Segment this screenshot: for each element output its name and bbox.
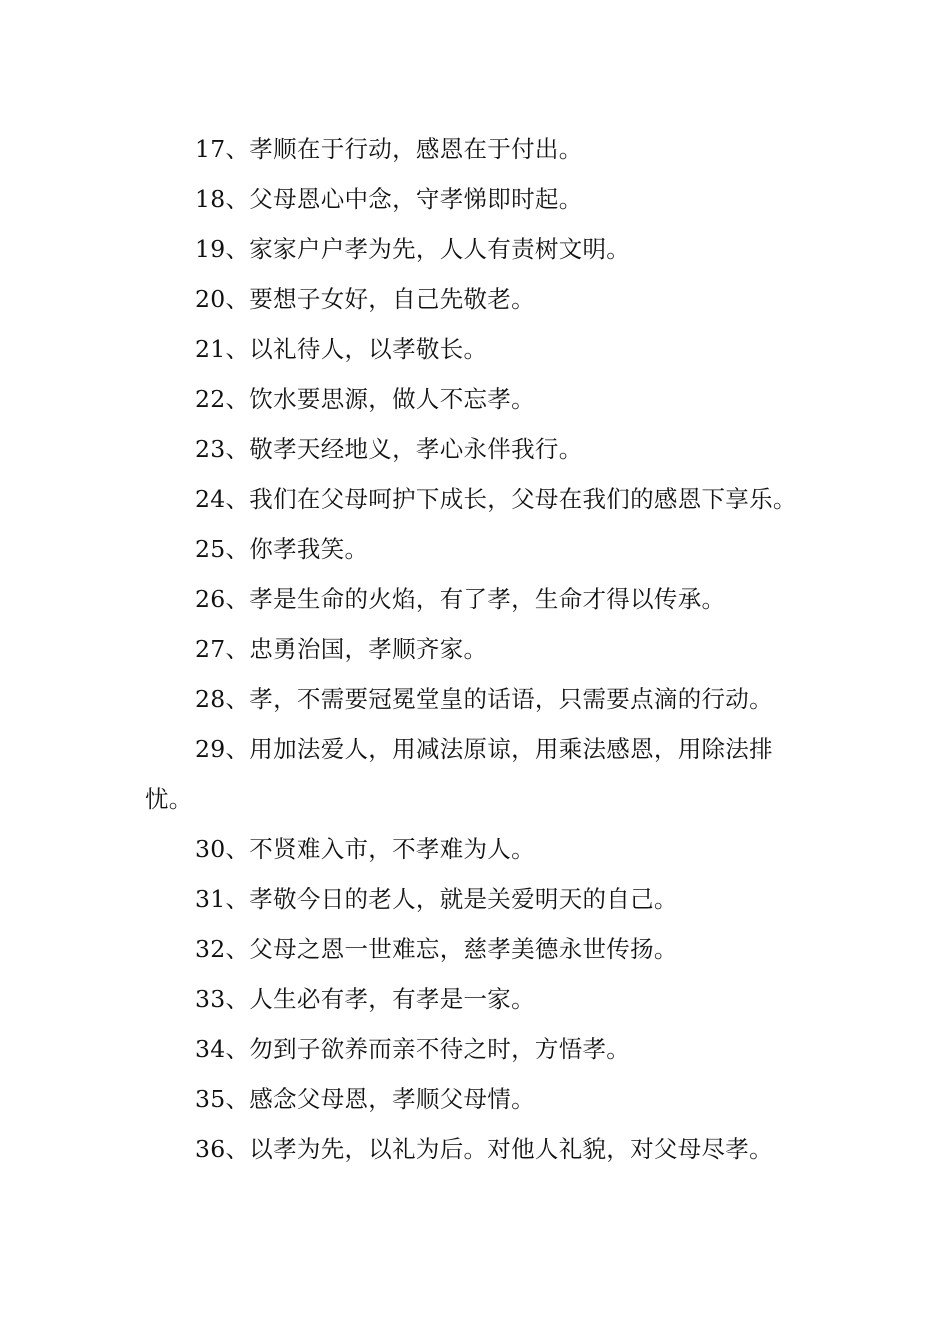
slogan-36: 36、以孝为先，以礼为后。对他人礼貌，对父母尽孝。 [195,1135,773,1163]
slogan-33: 33、人生必有孝，有孝是一家。 [195,985,535,1013]
slogan-31: 31、孝敬今日的老人，就是关爱明天的自己。 [195,885,678,913]
slogan-25: 25、你孝我笑。 [195,535,369,563]
slogan-27: 27、忠勇治国，孝顺齐家。 [195,635,488,663]
slogan-17: 17、孝顺在于行动，感恩在于付出。 [195,135,583,163]
slogan-24: 24、我们在父母呵护下成长，父母在我们的感恩下享乐。 [195,485,797,513]
slogan-34: 34、勿到子欲养而亲不待之时，方悟孝。 [195,1035,631,1063]
slogan-30: 30、不贤难入市，不孝难为人。 [195,835,535,863]
slogan-32: 32、父母之恩一世难忘，慈孝美德永世传扬。 [195,935,678,963]
slogan-26: 26、孝是生命的火焰，有了孝，生命才得以传承。 [195,585,726,613]
slogan-29: 29、用加法爱人，用减法原谅，用乘法感恩，用除法排忧。 [145,735,773,813]
slogan-20: 20、要想子女好，自己先敬老。 [195,285,535,313]
slogan-19: 19、家家户户孝为先，人人有责树文明。 [195,235,631,263]
slogan-18: 18、父母恩心中念，守孝悌即时起。 [195,185,583,213]
slogan-28: 28、孝，不需要冠冕堂皇的话语，只需要点滴的行动。 [195,685,773,713]
slogan-23: 23、敬孝天经地义，孝心永伴我行。 [195,435,583,463]
slogan-22: 22、饮水要思源，做人不忘孝。 [195,385,535,413]
document-body [145,124,810,1174]
slogan-21: 21、以礼待人，以孝敬长。 [195,335,488,363]
slogan-35: 35、感念父母恩，孝顺父母情。 [195,1085,535,1113]
